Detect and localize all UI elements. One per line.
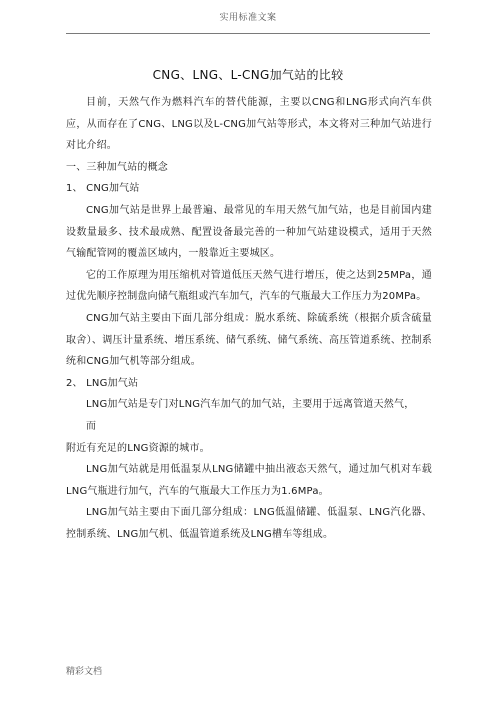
cng-paragraph-2: 它的工作原理为用压缩机对管道低压天然气进行增压，使之达到25MPa，通过优先顺序控制盘向储气瓶组或汽车加气，汽车的气瓶最大工作压力为20MPa。 xyxy=(66,269,432,303)
cng-paragraph-1: CNG加气站是世界上最普遍、最常见的车用天然气加气站，也是目前国内建设数量最多、技术最成熟、配置设备最完善的一种加气站建设模式，适用于天然气输配管网的覆盖区域内，一般靠近主要城区。 xyxy=(66,204,432,260)
page-footer: 精彩文档 xyxy=(66,667,103,677)
document-title: CNG、LNG、L-CNG加气站的比较 xyxy=(152,68,344,82)
cng-paragraph-3: CNG加气站主要由下面几部分组成：脱水系统、除硫系统（根据介质含硫量取舍）、调压计量系统、增压系统、储气系统、储气系统、高压管道系统、控制系统和CNG加气机等部分组成。 xyxy=(66,312,432,368)
lng-paragraph-1-line-1: LNG加气站是专门对LNG汽车加气的加气站，主要用于远离管道天然气， xyxy=(86,399,415,411)
intro-paragraph: 目前，天然气作为燃料汽车的替代能源，主要以CNG和LNG形式向汽车供应，从而存在了CNG、LNG以及L-CNG加气站等形式，本文将对三种加气站进行对比介绍。 xyxy=(66,97,432,152)
section-heading-1: 一、三种加气站的概念 xyxy=(66,161,168,173)
lng-paragraph-1-line-3: 附近有充足的LNG资源的城市。 xyxy=(66,442,210,454)
header-text: 实用标准文案 xyxy=(219,13,277,23)
lng-paragraph-1-line-2: 而 xyxy=(86,420,97,432)
lng-paragraph-3: LNG加气站主要由下面几部分组成：LNG低温储罐、低温泵、LNG汽化器、控制系统、LNG加气机、低温管道系统及LNG槽车等组成。 xyxy=(66,507,432,540)
page-header xyxy=(66,0,430,34)
lng-paragraph-1 xyxy=(66,394,432,459)
subsection-heading-cng: 1、 CNG加气站 xyxy=(66,183,140,195)
subsection-heading-lng: 2、 LNG加气站 xyxy=(66,377,139,389)
lng-paragraph-2: LNG加气站就是用低温泵从LNG储罐中抽出液态天然气，通过加气机对车载LNG气瓶进行加气，汽车的气瓶最大工作压力为1.6MPa。 xyxy=(66,464,432,497)
document-body xyxy=(66,92,432,545)
